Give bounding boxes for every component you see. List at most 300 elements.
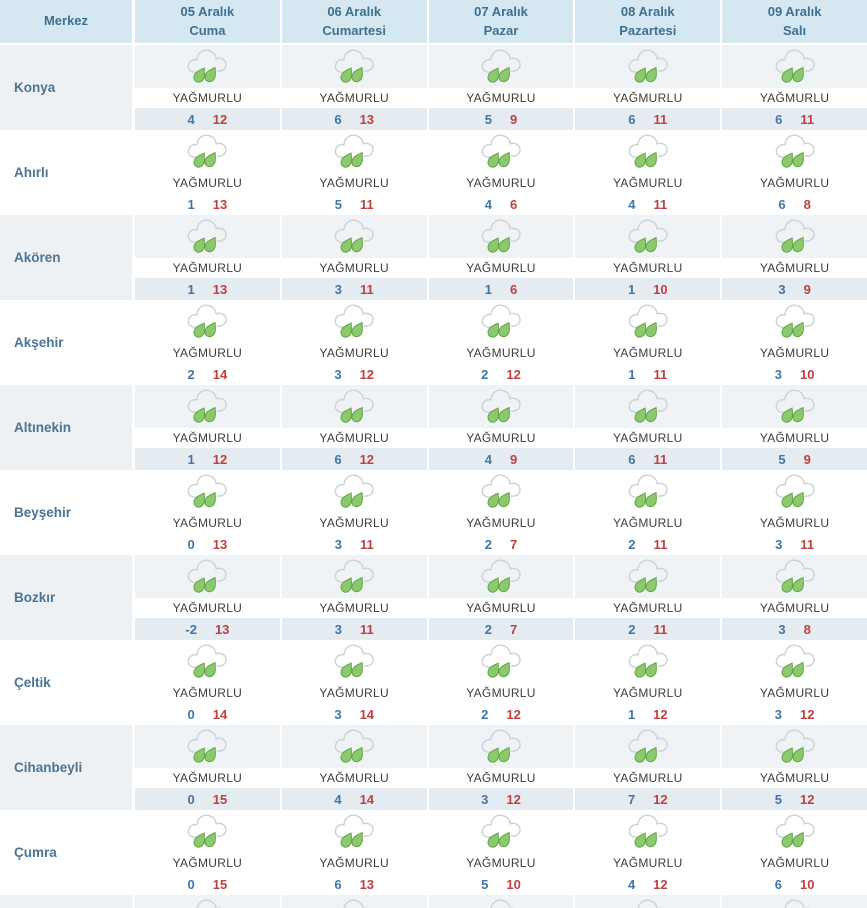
city-name[interactable]: Cihanbeyli [0,725,135,810]
temp-band [135,703,280,725]
max-temp: 13 [212,536,228,552]
city-name[interactable]: Çumra [0,810,135,895]
temp-band [135,278,280,300]
max-temp: 11 [800,536,815,552]
icon-band [429,640,574,683]
rain-cloud-icon [625,643,671,681]
max-temp: 12 [359,366,375,382]
forecast-cell [135,215,282,300]
min-temp: 3 [481,791,489,807]
forecast-cell [722,725,867,810]
forecast-cell [282,810,429,895]
temp-band [282,618,427,640]
header-day-date: 06 Aralık [327,3,382,19]
max-temp: 12 [506,366,521,382]
forecast-row [0,215,867,300]
icon-band [575,385,720,428]
rain-cloud-icon [478,388,524,426]
icon-band [429,725,574,768]
max-temp: 13 [212,281,228,297]
max-temp: 12 [653,876,668,892]
min-temp: 4 [187,111,195,127]
condition-label: YAĞMURLU [722,513,867,533]
min-temp: 3 [334,621,342,637]
condition-label: YAĞMURLU [722,683,867,703]
max-temp: 8 [803,621,811,637]
temp-band [135,108,280,130]
condition-label: YAĞMURLU [135,428,280,448]
min-temp: 1 [187,451,195,467]
rain-cloud-icon [625,473,671,511]
min-temp: 7 [627,791,636,807]
icon-band [282,895,427,908]
city-name[interactable]: Konya [0,45,135,130]
min-temp: 2 [484,536,492,552]
forecast-cell [429,385,576,470]
min-temp: 3 [334,536,342,552]
temp-band [429,618,574,640]
rain-cloud-icon [772,813,818,851]
condition-label: YAĞMURLU [722,428,867,448]
max-temp: 10 [799,366,815,382]
icon-band [282,725,427,768]
temp-band [282,703,427,725]
temp-band [575,873,720,895]
forecast-cell [722,215,867,300]
rain-cloud-icon [625,48,671,86]
rain-cloud-icon [625,898,671,908]
forecast-cell [722,640,867,725]
condition-label: YAĞMURLU [429,428,574,448]
city-name[interactable]: Altınekin [0,385,135,470]
rain-cloud-icon [625,813,671,851]
icon-band [722,640,867,683]
condition-label: YAĞMURLU [429,598,574,618]
icon-band [135,895,280,908]
min-temp: 2 [628,536,636,552]
min-temp: 1 [187,281,195,297]
temp-band [282,873,427,895]
max-temp: 12 [799,706,815,722]
rain-cloud-icon [184,48,230,86]
forecast-cell [722,45,867,130]
min-temp: 2 [481,366,489,382]
icon-band [722,130,867,173]
rain-cloud-icon [478,558,524,596]
condition-label: YAĞMURLU [575,853,720,873]
temp-band [575,618,720,640]
icon-band [722,45,867,88]
condition-label: YAĞMURLU [135,853,280,873]
icon-band [135,130,280,173]
icon-band [282,555,427,598]
min-temp: 4 [334,791,342,807]
icon-band [135,45,280,88]
rain-cloud-icon [331,728,377,766]
forecast-cell [282,555,429,640]
temp-band [575,448,720,470]
header-merkez: Merkez [0,0,135,43]
min-temp: 3 [774,706,782,722]
temp-band [282,108,427,130]
rain-cloud-icon [331,813,377,851]
condition-label: YAĞMURLU [282,428,427,448]
temp-band [429,448,574,470]
forecast-cell [575,385,722,470]
min-temp: 3 [774,366,782,382]
condition-label: YAĞMURLU [135,513,280,533]
max-temp: 12 [506,706,521,722]
max-temp: 6 [509,281,518,297]
min-temp: 6 [628,111,636,127]
icon-band [722,470,867,513]
min-temp: 2 [187,366,195,382]
max-temp: 12 [799,791,815,807]
max-temp: 13 [212,196,228,212]
min-temp: 0 [187,876,195,892]
condition-label: YAĞMURLU [135,173,280,193]
rain-cloud-icon [478,133,524,171]
max-temp: 13 [214,621,230,637]
rain-cloud-icon [478,218,524,256]
min-temp: 6 [774,876,782,892]
max-temp: 13 [359,111,375,127]
rain-cloud-icon [478,303,524,341]
rain-cloud-icon [772,643,818,681]
temp-band [722,533,867,555]
header-day-weekday: Pazar [483,22,519,38]
city-name[interactable]: Akören [0,215,135,300]
icon-band [135,470,280,513]
icon-band [282,470,427,513]
temp-band [135,533,280,555]
rain-cloud-icon [184,218,230,256]
min-temp: 4 [484,196,492,212]
temp-band [722,363,867,385]
forecast-cell [282,640,429,725]
max-temp: 12 [359,451,375,467]
max-temp: 15 [212,791,228,807]
forecast-row [0,555,867,640]
temp-band [575,703,720,725]
rain-cloud-icon [625,218,671,256]
forecast-cell [429,895,576,908]
condition-label: YAĞMURLU [135,683,280,703]
table-header [0,0,867,43]
forecast-cell [429,215,576,300]
forecast-cell [429,725,576,810]
max-temp: 11 [653,536,668,552]
max-temp: 6 [509,196,518,212]
rain-cloud-icon [331,48,377,86]
header-day-3 [429,0,576,43]
condition-label: YAĞMURLU [429,88,574,108]
condition-label: YAĞMURLU [429,173,574,193]
forecast-cell [282,300,429,385]
rain-cloud-icon [331,388,377,426]
temp-band [135,448,280,470]
max-temp: 7 [509,536,518,552]
condition-label: YAĞMURLU [282,173,427,193]
max-temp: 11 [800,111,815,127]
rain-cloud-icon [184,813,230,851]
rain-cloud-icon [184,643,230,681]
condition-label: YAĞMURLU [722,768,867,788]
condition-label: YAĞMURLU [429,853,574,873]
city-name[interactable]: Ahırlı [0,130,135,215]
min-temp: 6 [334,111,342,127]
min-temp: 4 [484,451,492,467]
max-temp: 12 [653,791,668,807]
forecast-row [0,725,867,810]
forecast-cell [575,215,722,300]
rain-cloud-icon [331,473,377,511]
icon-band [575,45,720,88]
min-temp: 6 [334,876,342,892]
header-day-5 [722,0,867,43]
temp-band [429,788,574,810]
condition-label: YAĞMURLU [722,598,867,618]
forecast-cell [575,555,722,640]
temp-band [135,873,280,895]
max-temp: 11 [653,111,668,127]
header-day-1 [135,0,282,43]
forecast-cell [575,300,722,385]
forecast-row [0,45,867,130]
min-temp: 0 [187,536,195,552]
temp-band [282,363,427,385]
max-temp: 9 [803,281,811,297]
forecast-row [0,640,867,725]
temp-band [282,448,427,470]
icon-band [722,215,867,258]
condition-label: YAĞMURLU [282,598,427,618]
condition-label: YAĞMURLU [135,88,280,108]
forecast-cell [135,130,282,215]
max-temp: 11 [653,621,668,637]
icon-band [429,470,574,513]
condition-label: YAĞMURLU [282,258,427,278]
icon-band [135,640,280,683]
temp-band [282,193,427,215]
min-temp: 5 [484,111,492,127]
max-temp: 11 [653,366,668,382]
temp-band [429,193,574,215]
forecast-row [0,470,867,555]
rain-cloud-icon [625,728,671,766]
rain-cloud-icon [184,303,230,341]
header-day-weekday: Cuma [189,22,226,38]
header-day-4 [575,0,722,43]
min-temp: 4 [627,876,636,892]
rain-cloud-icon [184,898,230,908]
forecast-cell [282,895,429,908]
temp-band [429,533,574,555]
temp-band [282,278,427,300]
max-temp: 14 [359,706,375,722]
min-temp: 3 [778,281,786,297]
icon-band [575,895,720,908]
forecast-cell [135,725,282,810]
rain-cloud-icon [478,473,524,511]
max-temp: 11 [653,196,668,212]
forecast-row [0,895,867,908]
rain-cloud-icon [184,473,230,511]
icon-band [575,640,720,683]
temp-band [429,108,574,130]
condition-label: YAĞMURLU [575,428,720,448]
max-temp: 14 [212,706,228,722]
max-temp: 12 [212,111,228,127]
forecast-cell [282,130,429,215]
condition-label: YAĞMURLU [575,88,720,108]
icon-band [282,130,427,173]
max-temp: 11 [359,621,374,637]
condition-label: YAĞMURLU [575,173,720,193]
icon-band [575,470,720,513]
temp-band [575,788,720,810]
icon-band [282,385,427,428]
condition-label: YAĞMURLU [722,88,867,108]
temp-band [429,363,574,385]
rain-cloud-icon [184,133,230,171]
forecast-cell [135,470,282,555]
forecast-cell [135,895,282,908]
condition-label: YAĞMURLU [282,853,427,873]
condition-label: YAĞMURLU [575,598,720,618]
condition-label: YAĞMURLU [429,513,574,533]
icon-band [282,300,427,343]
rain-cloud-icon [772,48,818,86]
icon-band [429,895,574,908]
temp-band [135,193,280,215]
condition-label: YAĞMURLU [135,258,280,278]
icon-band [722,555,867,598]
max-temp: 11 [653,451,668,467]
max-temp: 10 [506,876,521,892]
icon-band [429,555,574,598]
condition-label: YAĞMURLU [429,258,574,278]
icon-band [722,300,867,343]
rain-cloud-icon [772,728,818,766]
min-temp: 4 [628,196,636,212]
icon-band [282,640,427,683]
icon-band [282,45,427,88]
condition-label: YAĞMURLU [722,343,867,363]
temp-band [722,873,867,895]
forecast-cell [135,555,282,640]
rain-cloud-icon [772,218,818,256]
condition-label: YAĞMURLU [429,768,574,788]
city-name[interactable]: Çeltik [0,640,135,725]
rain-cloud-icon [184,388,230,426]
forecast-cell [135,810,282,895]
forecast-cell [429,130,576,215]
max-temp: 12 [506,791,521,807]
forecast-row [0,130,867,215]
temp-band [722,108,867,130]
temp-band [575,193,720,215]
min-temp: 5 [778,451,786,467]
temp-band [722,788,867,810]
max-temp: 14 [359,791,375,807]
header-day-date: 09 Aralık [767,3,822,19]
icon-band [429,385,574,428]
max-temp: 12 [653,706,668,722]
min-temp: -2 [185,621,197,637]
min-temp: 1 [484,281,492,297]
condition-label: YAĞMURLU [722,258,867,278]
temp-band [429,278,574,300]
forecast-cell [282,725,429,810]
icon-band [135,385,280,428]
header-day-weekday: Cumartesi [322,22,386,38]
min-temp: 0 [187,706,195,722]
city-name[interactable] [0,895,135,908]
icon-band [575,725,720,768]
forecast-row [0,810,867,895]
forecast-cell [575,45,722,130]
city-name[interactable]: Akşehir [0,300,135,385]
icon-band [282,215,427,258]
condition-label: YAĞMURLU [135,343,280,363]
min-temp: 5 [774,791,782,807]
min-temp: 6 [778,196,786,212]
max-temp: 10 [653,281,668,297]
condition-label: YAĞMURLU [135,598,280,618]
condition-label: YAĞMURLU [575,343,720,363]
forecast-cell [429,555,576,640]
max-temp: 7 [509,621,518,637]
icon-band [575,300,720,343]
icon-band [722,895,867,908]
temp-band [135,363,280,385]
header-day-weekday: Pazartesi [619,22,677,38]
temp-band [575,108,720,130]
condition-label: YAĞMURLU [282,88,427,108]
max-temp: 11 [359,196,374,212]
rain-cloud-icon [331,643,377,681]
temp-band [135,788,280,810]
condition-label: YAĞMURLU [282,513,427,533]
forecast-cell [429,45,576,130]
min-temp: 3 [334,706,342,722]
icon-band [282,810,427,853]
min-temp: 1 [627,281,636,297]
rain-cloud-icon [331,218,377,256]
condition-label: YAĞMURLU [575,683,720,703]
rain-cloud-icon [331,303,377,341]
forecast-cell [135,300,282,385]
temp-band [282,788,427,810]
condition-label: YAĞMURLU [722,853,867,873]
rain-cloud-icon [625,133,671,171]
forecast-cell [722,300,867,385]
condition-label: YAĞMURLU [429,343,574,363]
forecast-cell [429,810,576,895]
rain-cloud-icon [772,303,818,341]
city-name[interactable]: Bozkır [0,555,135,640]
condition-label: YAĞMURLU [575,513,720,533]
city-name[interactable]: Beyşehir [0,470,135,555]
condition-label: YAĞMURLU [429,683,574,703]
max-temp: 13 [359,876,375,892]
icon-band [429,45,574,88]
icon-band [575,810,720,853]
icon-band [135,725,280,768]
icon-band [135,555,280,598]
min-temp: 1 [628,366,636,382]
